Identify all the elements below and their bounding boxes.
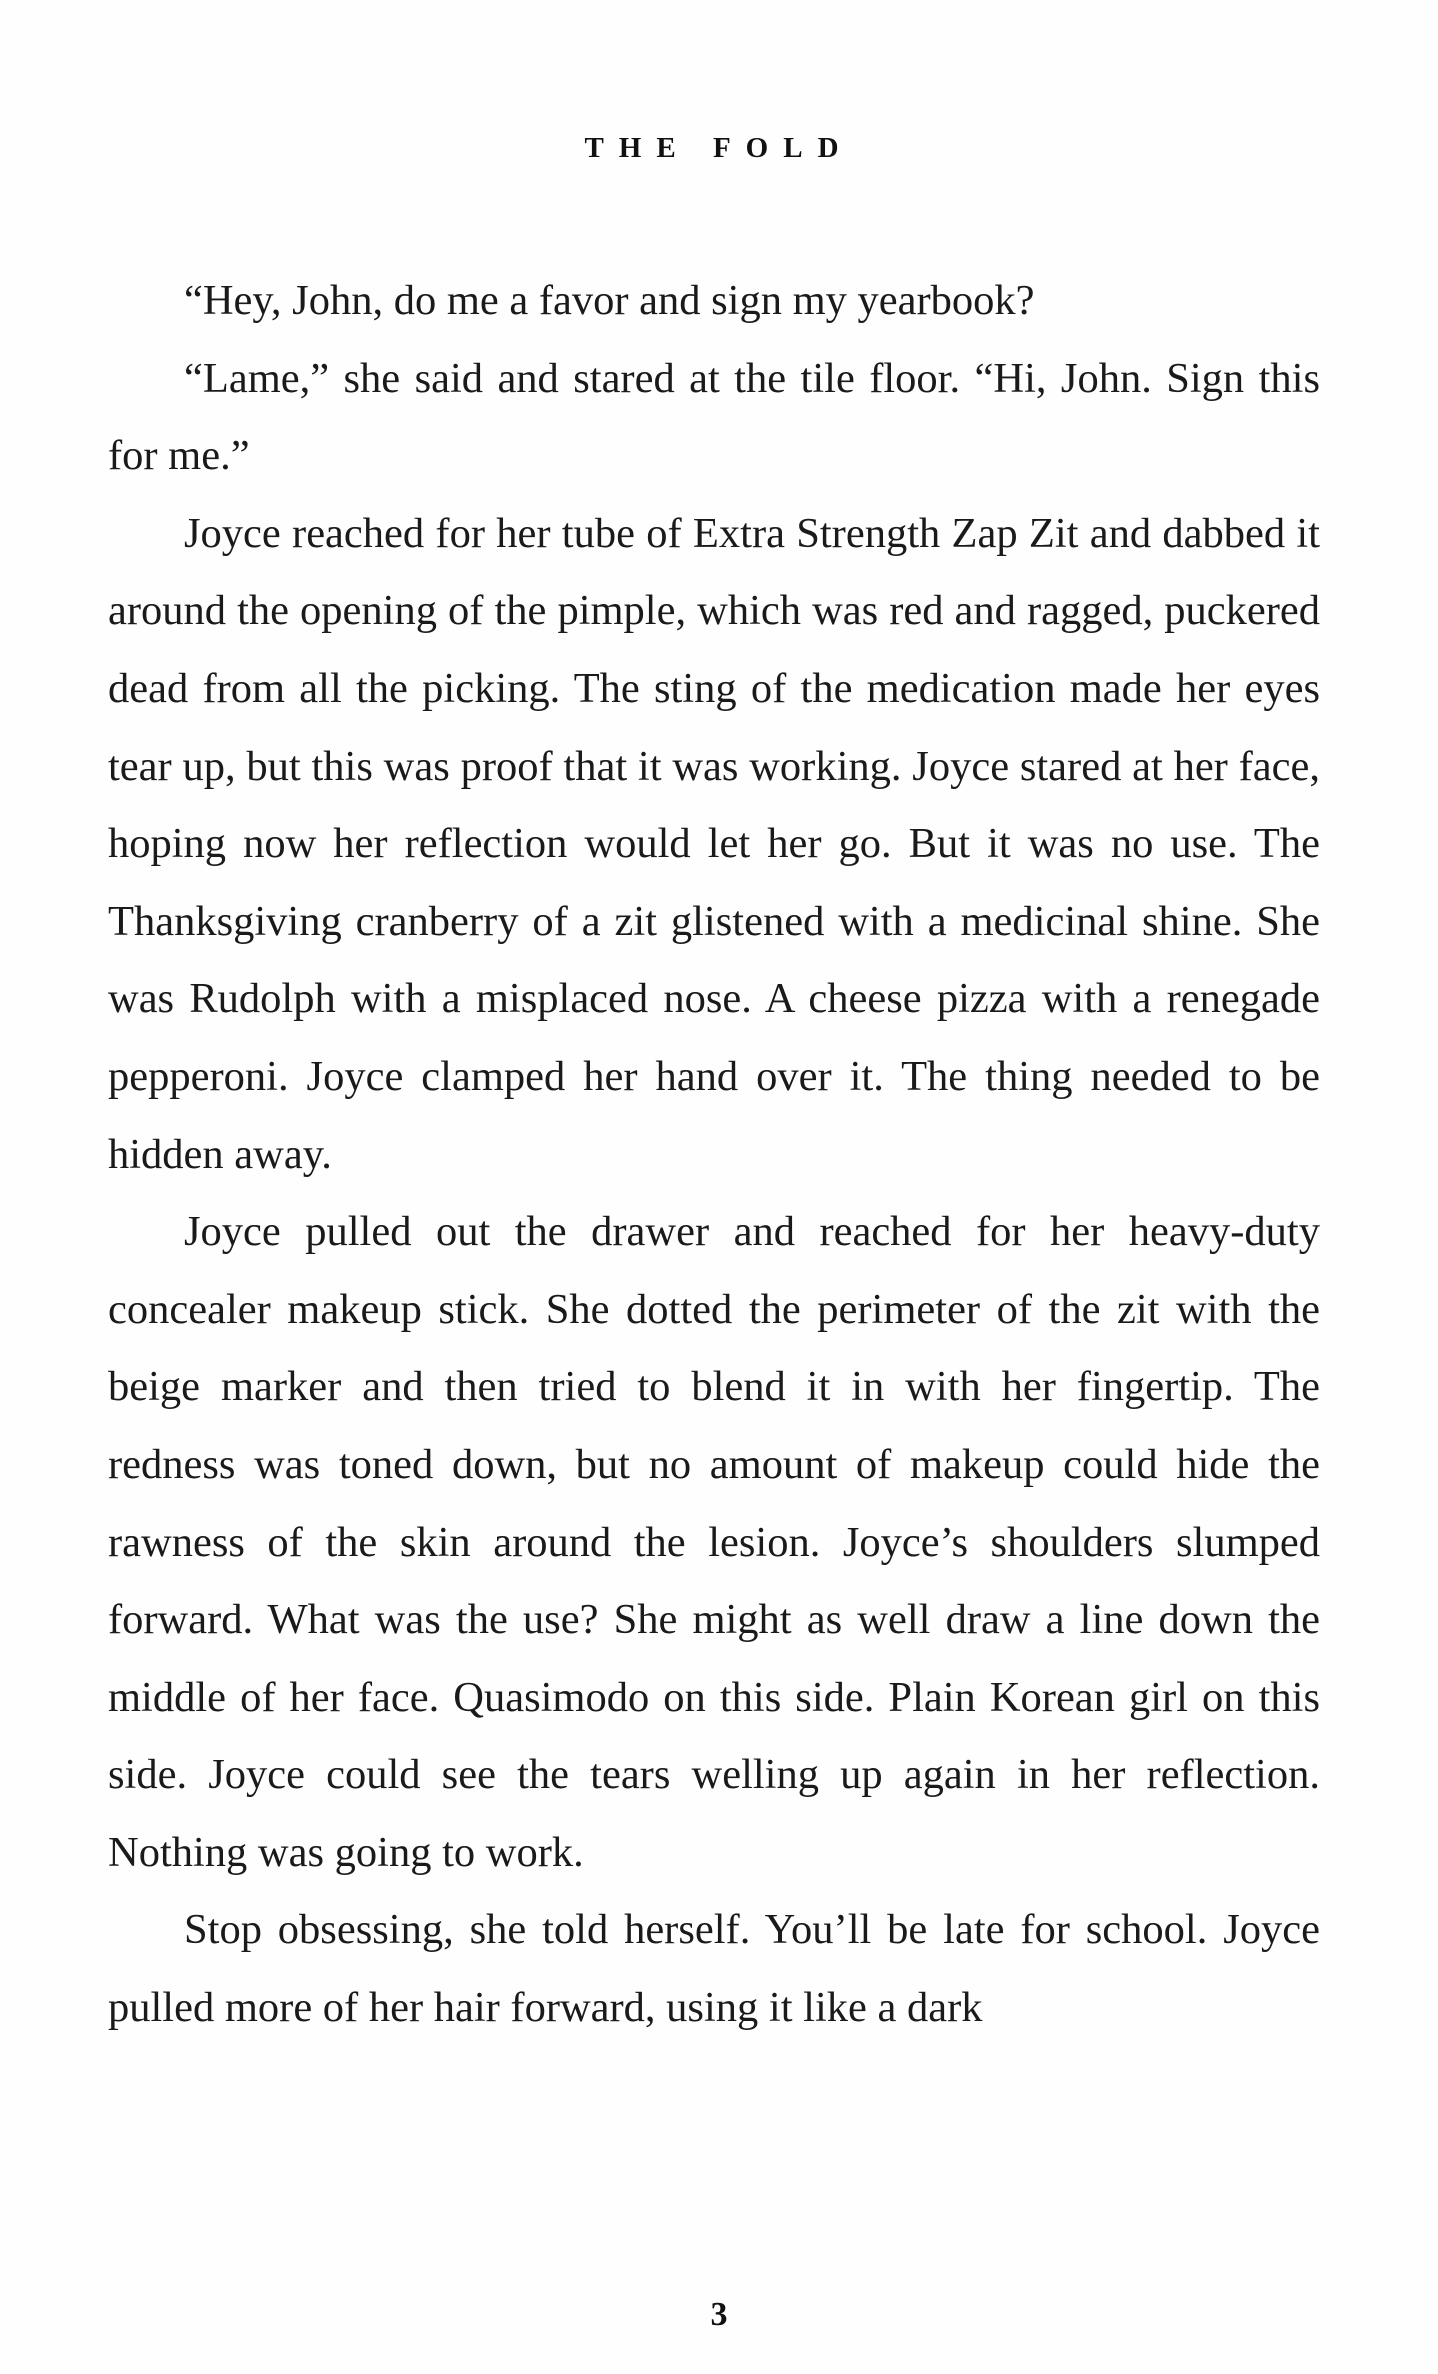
- paragraph: Joyce pulled out the drawer and reached for her heavy-duty concealer makeup stick. She dotted the perimeter of the zit with the beige marker and then tried to blend it in with her fingertip. The redness was toned down, but no amount of makeup could hide the rawness of the skin around the lesion. Joyce’s shoulders slumped forward. What was the use? She might as well draw a line down the middle of her face. Quasimodo on this side. Plain Korean girl on this side. Joyce could see the tears welling up again in her reflection. Nothing was going to work.: [108, 1208, 1320, 1876]
- paragraph: Joyce reached for her tube of Extra Strength Zap Zit and dabbed it around the opening of the pimple, which was red and ragged, puckered dead from all the picking. The sting of the medication made her eyes tear up, but this was proof that it was working. Joyce stared at her face, hoping now her reflection would let her go. But it was no use. The Thanksgiving cranberry of a zit glistened with a medicinal shine. She was Rudolph with a misplaced nose. A cheese pizza with a renegade pepperoni. Joyce clamped her hand over it. The thing needed to be hidden away.: [108, 509, 1320, 1178]
- page-number: 3: [710, 2296, 728, 2333]
- paragraph: Stop obsessing, she told herself. You’ll be late for school. Joyce pulled more of her hair forward, using it like a dark: [108, 1906, 1320, 2032]
- body-text: [108, 262, 1320, 2047]
- paragraph: “Hey, John, do me a favor and sign my yearbook?: [184, 277, 1035, 324]
- running-head: THE FOLD: [584, 132, 854, 164]
- paragraph: “Lame,” she said and stared at the tile floor. “Hi, John. Sign this for me.”: [108, 354, 1320, 480]
